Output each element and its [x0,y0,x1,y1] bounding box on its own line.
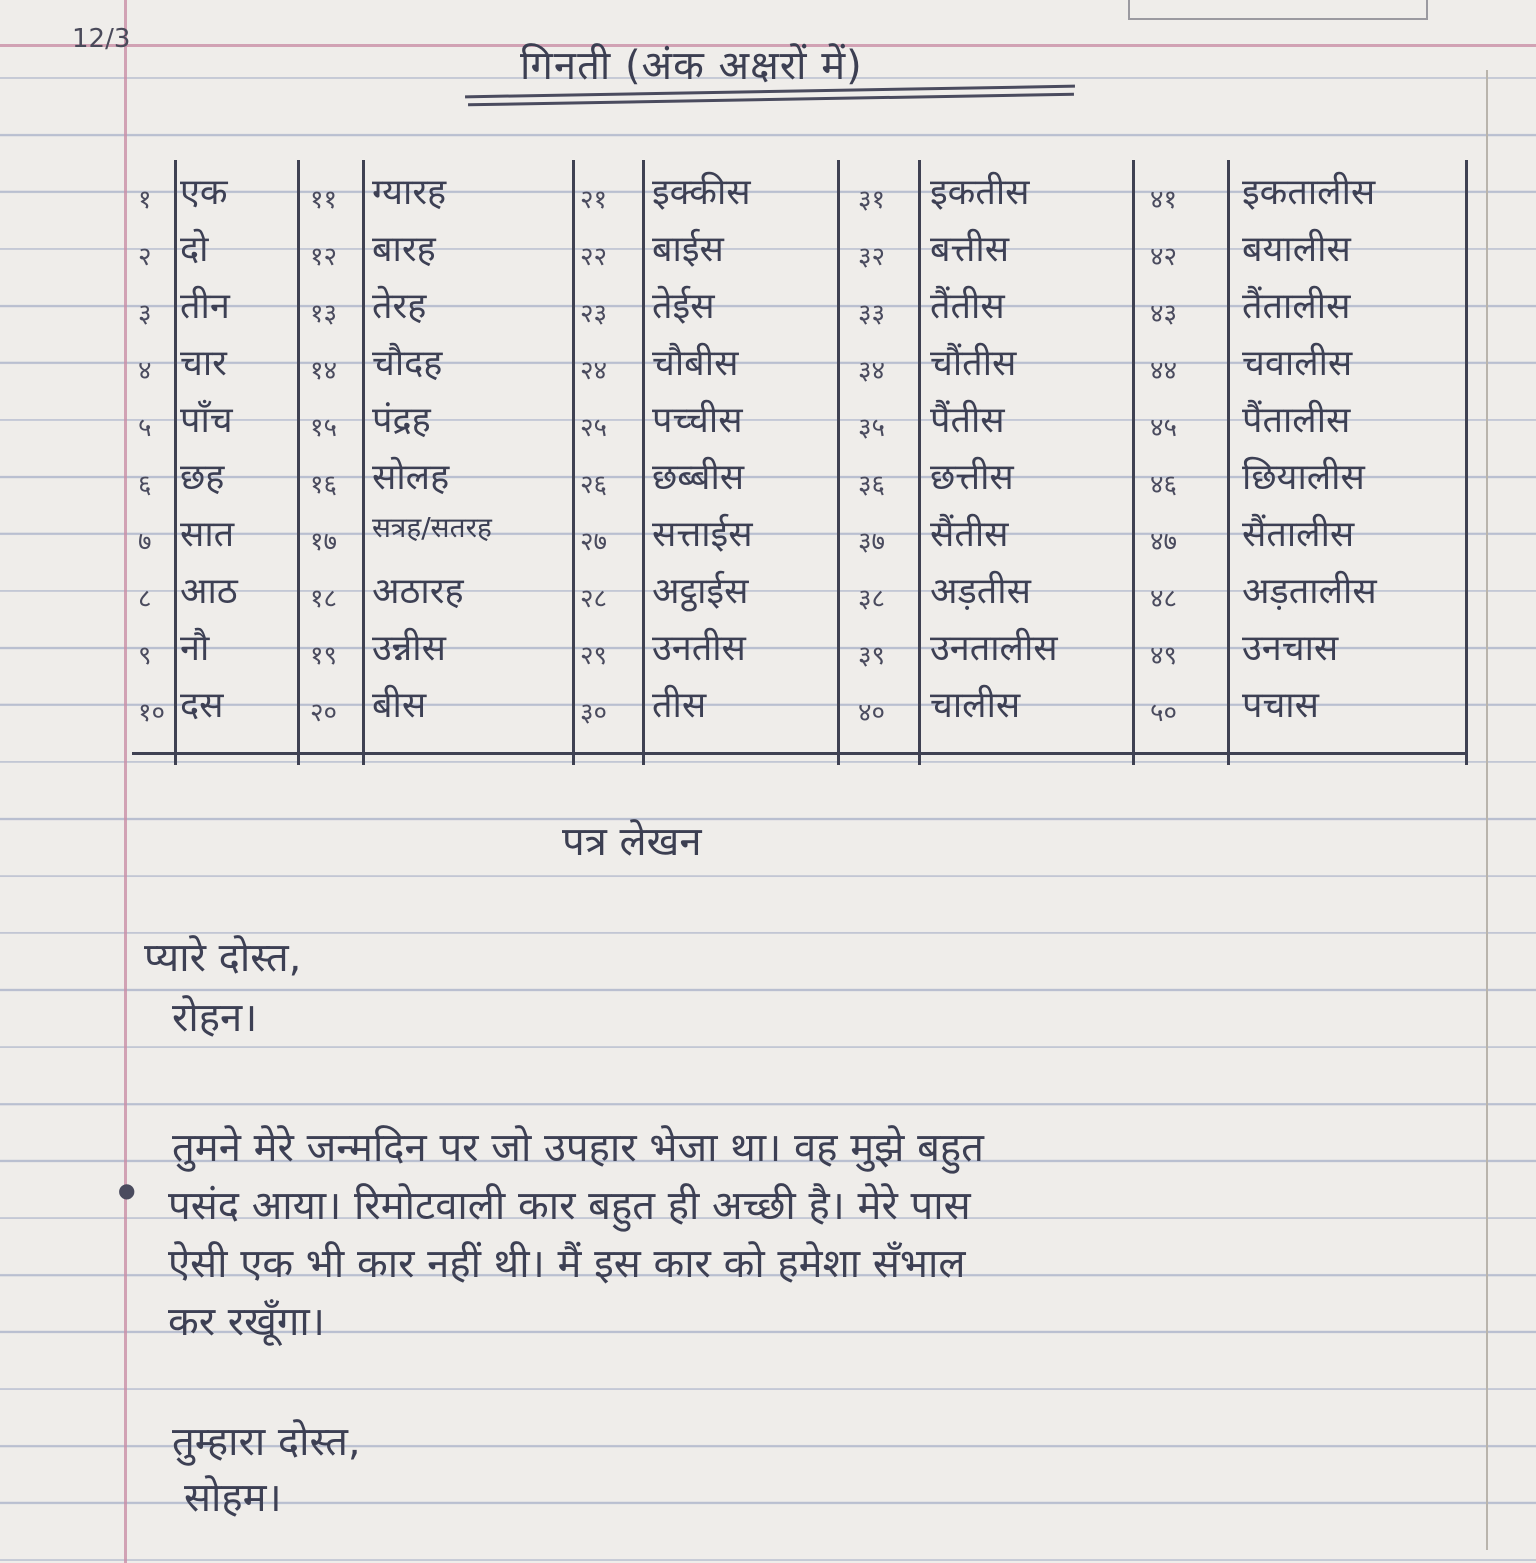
table-number: ९ [138,641,152,671]
letter-sender: सोहम। [184,1475,282,1521]
letter-salutation: प्यारे दोस्त, [144,935,302,981]
table-number: १६ [310,470,338,500]
table-number-word: एक [180,172,228,213]
table-number-word: नौ [180,628,210,669]
table-number: २१ [580,185,608,215]
table-number-word: अठारह [372,571,464,612]
table-number-word: तैंतालीस [1242,286,1351,327]
table-number-word: इकतालीस [1242,172,1376,213]
table-number-word: सात [180,514,235,555]
table-number-word: तेईस [652,286,715,327]
table-number-word: बत्तीस [930,229,1010,270]
table-number: २८ [580,584,608,614]
table-number: १७ [310,527,338,557]
letter-closing: तुम्हारा दोस्त, [172,1419,361,1465]
table-number: २३ [580,299,608,329]
table-number: ४७ [1150,527,1178,557]
table-number: २६ [580,470,608,500]
table-number-word: ग्यारह [372,172,447,213]
table-number-word: पंद्रह [372,400,431,441]
table-number-word: इक्कीस [652,172,751,213]
table-number-word: सैंतालीस [1242,514,1355,555]
table-number-word: सत्रह/सतरह [372,511,492,544]
table-number: ११ [310,185,338,215]
table-number-word: उनचास [1242,628,1339,669]
left-margin-line [124,0,127,1563]
table-number: ३२ [858,242,886,272]
table-number: २५ [580,413,608,443]
table-number: १२ [310,242,338,272]
letter-body-line-1: तुमने मेरे जन्मदिन पर जो उपहार भेजा था। वह मुझे बहुत [172,1125,984,1171]
corner-box [1128,0,1428,20]
table-number: २ [138,242,152,272]
table-number: ३७ [858,527,886,557]
table-number: ४१ [1150,185,1178,215]
table-number-word: तेरह [372,286,427,327]
table-column-rule [1132,160,1135,765]
table-number: १३ [310,299,338,329]
page-title: गिनती (अंक अक्षरों में) [520,43,863,89]
counting-table [132,160,1468,765]
table-number-word: छब्बीस [652,457,745,498]
table-number-word: आठ [180,571,238,612]
table-number: १० [138,698,166,728]
table-number-word: पैंतालीस [1242,400,1351,441]
table-number-word: पचास [1242,685,1319,726]
letter-body-line-4: कर रखूँगा। [168,1299,325,1345]
letter-recipient: रोहन। [172,995,258,1041]
table-number: ४ [138,356,152,386]
table-number: ४४ [1150,356,1178,386]
table-number: ४२ [1150,242,1178,272]
table-number-word: सत्ताईस [652,514,753,555]
table-bottom-rule [132,752,1468,755]
table-number: ३६ [858,470,886,500]
table-number-word: छह [180,457,225,498]
table-number: ४९ [1150,641,1178,671]
table-column-rule [918,160,921,765]
table-number-word: उनतीस [652,628,746,669]
table-number: ५० [1150,698,1178,728]
table-number-word: सोलह [372,457,450,498]
table-number: ३० [580,698,608,728]
table-number: १९ [310,641,338,671]
table-column-rule [572,160,575,765]
table-number: २० [310,698,338,728]
table-number: १८ [310,584,338,614]
table-number-word: छत्तीस [930,457,1014,498]
table-column-rule [1227,160,1230,765]
table-number: ४५ [1150,413,1178,443]
table-number-word: पैंतीस [930,400,1005,441]
table-number-word: तीन [180,286,230,327]
letter-body-line-2: पसंद आया। रिमोटवाली कार बहुत ही अच्छी है। मेरे पास [168,1183,971,1229]
table-column-rule [837,160,840,765]
table-number-word: उन्नीस [372,628,446,669]
table-number-word: तीस [652,685,707,726]
table-number-word: अड़तीस [930,571,1031,612]
table-column-rule [362,160,365,765]
table-number-word: छियालीस [1242,457,1365,498]
table-number: ७ [138,527,152,557]
table-number: ८ [138,584,152,614]
page-edge [1486,70,1488,1550]
table-number-word: इकतीस [930,172,1030,213]
table-number-word: सैंतीस [930,514,1009,555]
table-number: ४६ [1150,470,1178,500]
table-number-word: बाईस [652,229,724,270]
table-number: ३८ [858,584,886,614]
table-number-word: अट्ठाईस [652,571,749,612]
table-number: ५ [138,413,152,443]
table-column-rule [174,160,177,765]
table-number: २२ [580,242,608,272]
table-number-word: चौंतीस [930,343,1017,384]
table-number: ४३ [1150,299,1178,329]
letter-heading: पत्र लेखन [562,819,702,865]
table-number: १ [138,185,152,215]
table-number-word: चालीस [930,685,1021,726]
table-number: १५ [310,413,338,443]
table-number-word: दो [180,229,209,270]
table-number-word: तैंतीस [930,286,1005,327]
table-number-word: चौबीस [652,343,739,384]
table-number: २९ [580,641,608,671]
table-number: ३४ [858,356,886,386]
table-number-word: चौदह [372,343,443,384]
table-number-word: बयालीस [1242,229,1351,270]
table-number: ४८ [1150,584,1178,614]
table-number-word: चवालीस [1242,343,1353,384]
letter-body-line-3: ऐसी एक भी कार नहीं थी। मैं इस कार को हमेशा सँभाल [168,1241,966,1287]
table-column-rule [642,160,645,765]
table-number: ३१ [858,185,886,215]
table-number: ३३ [858,299,886,329]
table-number: ६ [138,470,152,500]
table-number: २७ [580,527,608,557]
table-number-word: अड़तालीस [1242,571,1377,612]
table-number: ४० [858,698,886,728]
table-number-word: बारह [372,229,436,270]
table-number: १४ [310,356,338,386]
table-number-word: पच्चीस [652,400,743,441]
table-number: ३ [138,299,152,329]
table-number-word: दस [180,685,224,726]
table-number-word: पाँच [180,400,233,441]
table-number-word: उनतालीस [930,628,1058,669]
date: 12/3 [72,24,131,54]
table-number: ३९ [858,641,886,671]
table-number-word: चार [180,343,227,384]
table-column-rule [297,160,300,765]
table-number-word: बीस [372,685,427,726]
table-number: २४ [580,356,608,386]
margin-mark: ● [118,1178,136,1202]
table-column-rule [1465,160,1468,765]
table-number: ३५ [858,413,886,443]
